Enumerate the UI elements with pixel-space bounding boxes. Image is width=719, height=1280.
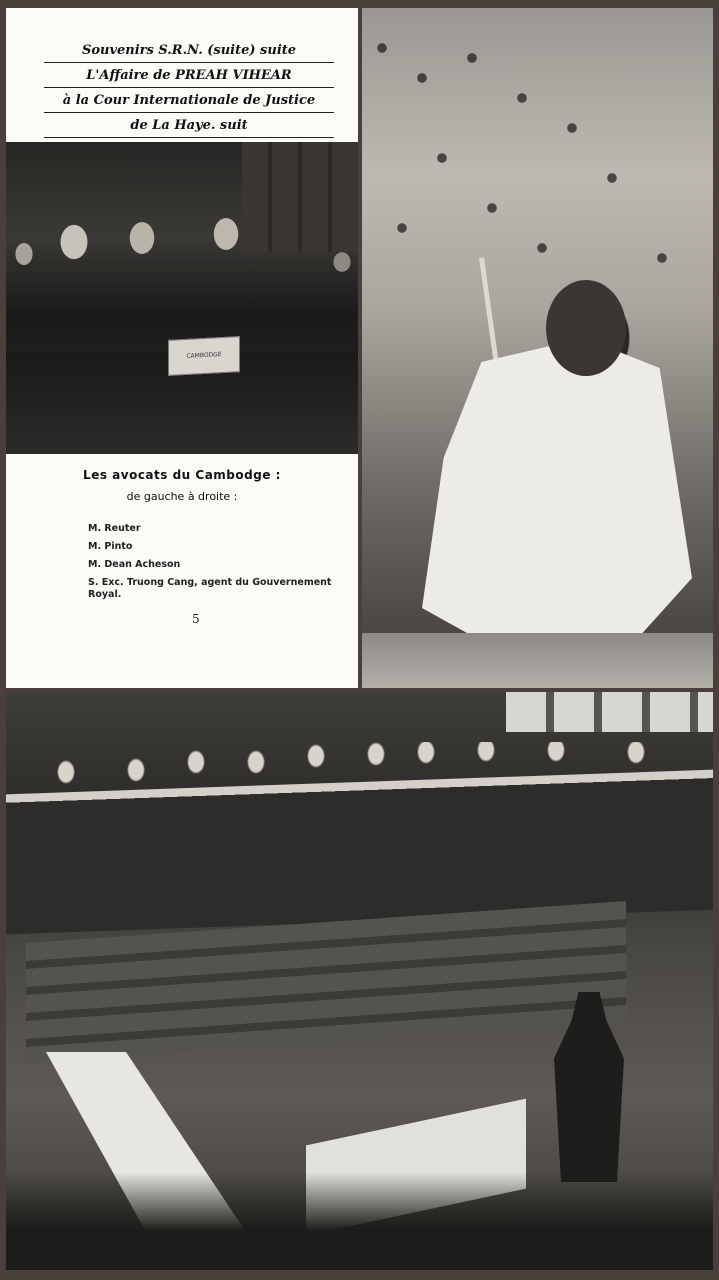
list-item: S. Exc. Truong Cang, agent du Gouvernement Royal. xyxy=(88,577,332,600)
nameplate: CAMBODGE xyxy=(168,336,240,376)
crowd-photo xyxy=(362,8,713,688)
list-item: M. Pinto xyxy=(88,541,133,552)
lawyer-names-list xyxy=(88,520,348,601)
caption-title: Les avocats du Cambodge : xyxy=(83,468,281,482)
title-line-4: de La Haye. suit xyxy=(44,115,334,138)
wood-panel xyxy=(242,142,358,252)
foreground-audience xyxy=(6,1172,713,1270)
lawyers-photo xyxy=(6,142,358,454)
list-item: M. Dean Acheson xyxy=(88,559,181,570)
handwritten-title xyxy=(34,40,344,140)
judges xyxy=(46,742,646,802)
document-page xyxy=(6,8,358,688)
title-line-1: Souvenirs S.R.N. (suite) suite xyxy=(44,40,334,63)
list-item: M. Reuter xyxy=(88,523,141,534)
title-line-2: L'Affaire de PREAH VIHEAR xyxy=(44,65,334,88)
caption-subtitle: de gauche à droite : xyxy=(126,490,238,503)
title-line-3: à la Cour Internationale de Justice xyxy=(44,90,334,113)
windows xyxy=(506,692,713,732)
man-head xyxy=(546,280,626,376)
page-number: 5 xyxy=(192,612,200,626)
steps xyxy=(362,633,713,688)
courtroom-photo xyxy=(6,692,713,1270)
